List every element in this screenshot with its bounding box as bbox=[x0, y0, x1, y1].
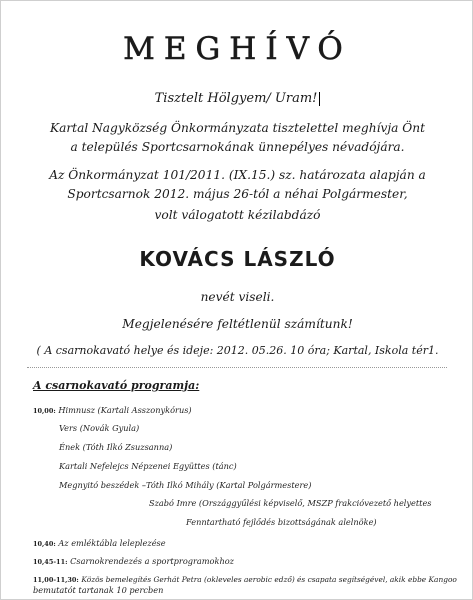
program-item bbox=[59, 461, 237, 471]
program-item bbox=[33, 538, 166, 548]
body-line-5: volt válogatott kézilabdázó bbox=[154, 208, 321, 222]
program-item bbox=[33, 585, 163, 595]
program-item-text: Himnusz (Kartali Asszonykórus) bbox=[58, 405, 192, 415]
program-item bbox=[33, 574, 457, 584]
body-line-2: a település Sportcsarnokának ünnepélyes névadójára. bbox=[70, 140, 405, 154]
program-item-time: 10,45-11: bbox=[33, 558, 68, 566]
honoree-name: KOVÁCS LÁSZLÓ bbox=[139, 247, 336, 271]
greeting bbox=[1, 89, 473, 108]
greeting-text: Tisztelt Hölgyem/ Uram! bbox=[154, 91, 318, 106]
venue-line: ( A csarnokavató helye és ideje: 2012. 05.26. 10 óra; Kartal, Iskola tér1. bbox=[36, 344, 439, 357]
program-item-time: 10,40: bbox=[33, 540, 56, 548]
program-item-text: Csarnokrendezés a sportprogramokhoz bbox=[70, 556, 234, 566]
section-divider bbox=[27, 367, 447, 368]
program-item-text: Közös bemelegítés Gerhát Petra (okleveles aerobic edző) és csapata segítségével, akik ebbe Kangoo bbox=[81, 575, 457, 584]
program-item bbox=[186, 517, 377, 527]
text-cursor bbox=[319, 92, 320, 106]
program-item bbox=[59, 480, 311, 490]
program-item-text: Az emléktábla leleplezése bbox=[58, 538, 166, 548]
name-line: nevét viseli. bbox=[200, 290, 275, 304]
invitation-title: MEGHÍVÓ bbox=[123, 31, 352, 67]
program-item-text: bemutatót tartanak 10 percben bbox=[33, 585, 164, 595]
program-item-text: Vers (Novák Gyula) bbox=[59, 423, 140, 433]
program-item bbox=[149, 498, 432, 508]
program-item bbox=[33, 556, 234, 566]
program-item-text: Kartali Nefelejcs Népzenei Együttes (tánc) bbox=[59, 461, 237, 471]
program-item bbox=[33, 405, 192, 415]
program-item-text: Szabó Imre (Országgyűlési képviselő, MSZP frakcióvezető helyettes bbox=[149, 498, 432, 508]
body-line-1: Kartal Nagyközség Önkormányzata tisztelettel meghívja Önt bbox=[49, 121, 426, 135]
program-item-time: 11,00-11,30: bbox=[33, 576, 79, 584]
body-line-4: Sportcsarnok 2012. május 26-tól a néhai Polgármester, bbox=[67, 187, 408, 201]
program-item bbox=[59, 442, 172, 452]
program-item bbox=[59, 423, 139, 433]
program-item-time: 10,00: bbox=[33, 407, 56, 415]
body-line-3: Az Önkormányzat 101/2011. (IX.15.) sz. határozata alapján a bbox=[49, 168, 426, 182]
program-item-text: Megnyitó beszédek –Tóth Ilkó Mihály (Kartal Polgármestere) bbox=[59, 480, 312, 490]
program-item-text: Fenntartható fejlődés bizottságának alelnöke) bbox=[186, 517, 377, 527]
request-line: Megjelenésére feltétlenül számítunk! bbox=[122, 317, 353, 331]
program-heading: A csarnokavató programja: bbox=[33, 379, 200, 392]
program-item-text: Ének (Tóth Ilkó Zsuzsanna) bbox=[59, 442, 173, 452]
